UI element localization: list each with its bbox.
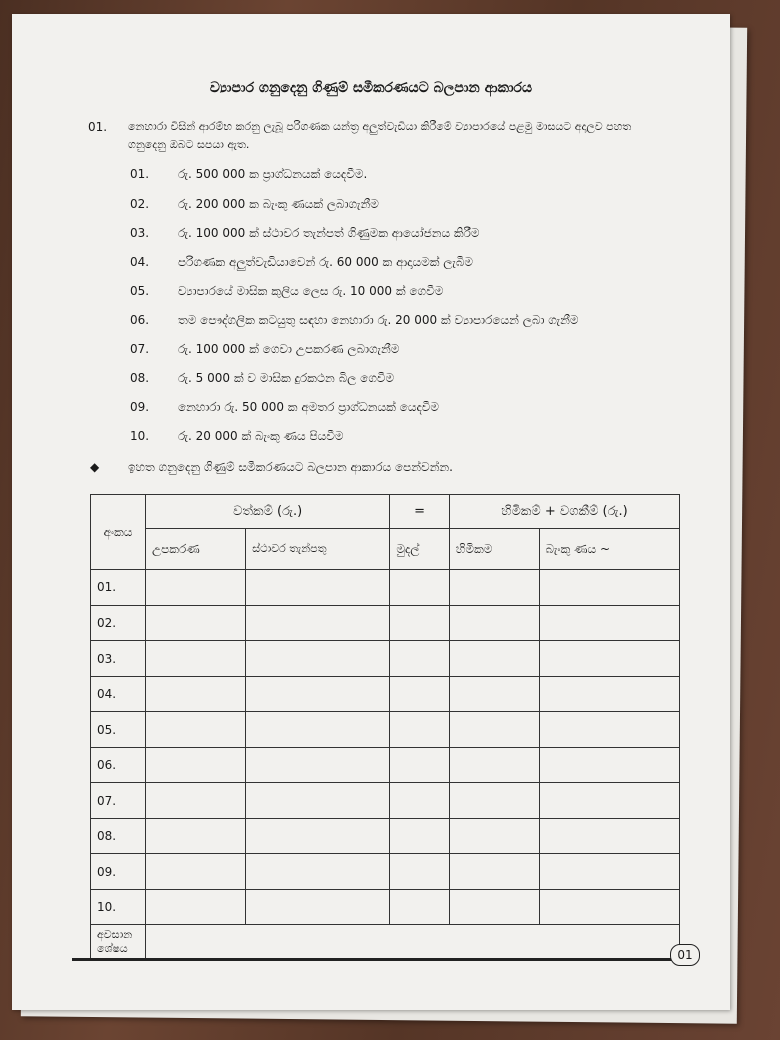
table-cell[interactable]: [449, 854, 539, 890]
equals-sign: =: [390, 495, 450, 529]
closing-balance-cell[interactable]: [146, 925, 680, 960]
equipment-column-header: උපකරණ: [146, 529, 246, 570]
closing-balance-row: [91, 925, 680, 960]
table-row: [91, 570, 680, 606]
table-row: [91, 747, 680, 783]
table-cell[interactable]: [539, 747, 680, 783]
transaction-item: 09. නෙහාරා රු. 50 000 ක අමතර ප්‍රාග්ධනයක් යෙදවීම: [130, 400, 440, 414]
transaction-item: 03. රු. 100 000 ක් ස්ථාවර තැන්පත් ගිණුමක ආයෝජනය කිරීම: [130, 226, 480, 240]
table-cell[interactable]: [449, 676, 539, 712]
table-cell[interactable]: [449, 889, 539, 925]
table-cell[interactable]: [390, 676, 450, 712]
table-cell[interactable]: [449, 818, 539, 854]
row-number: 09.: [91, 854, 146, 890]
table-cell[interactable]: [146, 605, 246, 641]
table-cell[interactable]: [390, 818, 450, 854]
transaction-item: 07. රු. 100 000 ක් ගෙවා උපකරණ ලබාගැනීම: [130, 342, 400, 356]
table-cell[interactable]: [146, 889, 246, 925]
table-row: [91, 854, 680, 890]
table-row: [91, 889, 680, 925]
table-cell[interactable]: [246, 641, 390, 677]
closing-balance-label: අවසාන ශේෂය: [91, 925, 146, 960]
row-number: 08.: [91, 818, 146, 854]
table-cell[interactable]: [246, 889, 390, 925]
table-cell[interactable]: [146, 641, 246, 677]
table-cell[interactable]: [246, 818, 390, 854]
row-number: 04.: [91, 676, 146, 712]
transaction-item: 04. පරිගණක අලුත්වැඩියාවෙන් රු. 60 000 ක ආදායමක් ලැබීම: [130, 255, 474, 269]
table-cell[interactable]: [146, 818, 246, 854]
table-row: [91, 783, 680, 819]
table-cell[interactable]: [390, 783, 450, 819]
table-cell[interactable]: [390, 889, 450, 925]
table-cell[interactable]: [539, 712, 680, 748]
row-number: 03.: [91, 641, 146, 677]
table-row: [91, 605, 680, 641]
equity-column-header: හිමිකම: [449, 529, 539, 570]
table-cell[interactable]: [246, 570, 390, 606]
transaction-item: 08. රු. 5 000 ක් ව මාසික දුරකථන බිල ගෙවීම: [130, 371, 395, 385]
table-cell[interactable]: [390, 854, 450, 890]
question-text: නෙහාරා විසින් ආරම්භ කරනු ලැබූ පරිගණක යන්ත්‍ර අලුත්වැඩියා කිරීමේ ව්‍යාපාරයේ පළමු මාසයට අදාලව පහත ගනුදෙනු ඔබට සපයා ඇත.: [128, 120, 632, 151]
table-cell[interactable]: [449, 783, 539, 819]
row-number: 06.: [91, 747, 146, 783]
table-cell[interactable]: [246, 854, 390, 890]
table-cell[interactable]: [449, 605, 539, 641]
diamond-bullet-icon: ◆: [90, 460, 100, 474]
bank-loan-column-header: බැංකු ණය ~: [539, 529, 680, 570]
row-number: 05.: [91, 712, 146, 748]
fixed-deposit-column-header: ස්ථාවර තැන්පතු: [246, 529, 390, 570]
table-cell[interactable]: [539, 818, 680, 854]
accounting-equation-table: [90, 494, 680, 960]
transaction-item: 01. රු. 500 000 ක ප්‍රාග්ධනයක් යෙදවීම.: [130, 167, 368, 181]
page-number: 01: [670, 944, 700, 966]
table-cell[interactable]: [146, 570, 246, 606]
number-column-header: අංකය: [91, 495, 146, 570]
table-row: [91, 676, 680, 712]
worksheet-page: [12, 14, 730, 1010]
table-cell[interactable]: [146, 854, 246, 890]
table-cell[interactable]: [539, 641, 680, 677]
table-cell[interactable]: [449, 641, 539, 677]
transaction-item: 10. රු. 20 000 ක් බැංකු ණය පියවීම: [130, 429, 344, 443]
table-cell[interactable]: [390, 747, 450, 783]
row-number: 07.: [91, 783, 146, 819]
table-cell[interactable]: [449, 747, 539, 783]
table-row: [91, 641, 680, 677]
table-cell[interactable]: [539, 783, 680, 819]
table-row: [91, 818, 680, 854]
cash-column-header: මුදල්: [390, 529, 450, 570]
table-cell[interactable]: [390, 641, 450, 677]
table-row: [91, 712, 680, 748]
page-title: ව්‍යාපාර ගනුදෙනු ගිණුම් සමීකරණයට බලපාන ආකාරය: [209, 80, 533, 96]
table-cell[interactable]: [146, 712, 246, 748]
footer-rule: [72, 958, 672, 961]
row-number: 02.: [91, 605, 146, 641]
equity-liabilities-header: හිමිකම් + වගකීම් (රු.): [449, 495, 679, 529]
table-cell[interactable]: [390, 712, 450, 748]
table-cell[interactable]: [539, 676, 680, 712]
transaction-item: 05. ව්‍යාපාරයේ මාසික කුලිය ලෙස රු. 10 000 ක් ගෙවීම: [130, 284, 444, 298]
row-number: 10.: [91, 889, 146, 925]
table-cell[interactable]: [449, 712, 539, 748]
table-cell[interactable]: [539, 854, 680, 890]
assets-header: වත්කම් (රු.): [146, 495, 390, 529]
table-cell[interactable]: [449, 570, 539, 606]
table-cell[interactable]: [146, 783, 246, 819]
table-cell[interactable]: [146, 747, 246, 783]
table-cell[interactable]: [246, 712, 390, 748]
table-cell[interactable]: [246, 676, 390, 712]
question-number: 01.: [88, 120, 108, 134]
table-cell[interactable]: [246, 783, 390, 819]
table-cell[interactable]: [539, 889, 680, 925]
table-cell[interactable]: [390, 605, 450, 641]
transaction-item: 02. රු. 200 000 ක බැංකු ණයක් ලබාගැනීම: [130, 197, 379, 211]
instruction: ◆ ඉහත ගනුදෙනු ගිණුම් සමීකරණයට බලපාන ආකාරය පෙන්වන්න.: [90, 460, 453, 474]
table-cell[interactable]: [390, 570, 450, 606]
row-number: 01.: [91, 570, 146, 606]
table-cell[interactable]: [539, 570, 680, 606]
table-cell[interactable]: [539, 605, 680, 641]
table-cell[interactable]: [246, 747, 390, 783]
transaction-item: 06. තම පෞද්ගලික කටයුතු සඳහා නෙහාරා රු. 20 000 ක් ව්‍යාපාරයෙන් ලබා ගැනීම: [130, 313, 579, 327]
table-cell[interactable]: [146, 676, 246, 712]
table-cell[interactable]: [246, 605, 390, 641]
